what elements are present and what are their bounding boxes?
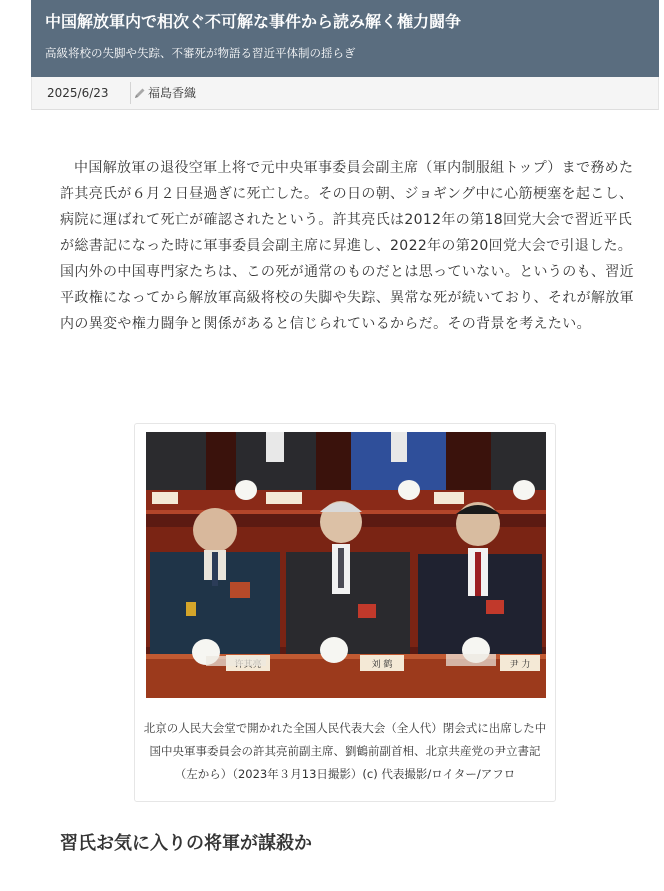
article-paragraph: 中国解放軍の退役空軍上将で元中央軍事委員会副主席（軍内制服組トップ）まで務めた許其亮氏が６月２日昼過ぎに死亡した。その日の朝、ジョギング中に心筋梗塞を起こし、病院に運ばれて死亡が確認されたという。許其亮氏は2012年の第18回党大会で習近平氏が総書記になった時に軍事委員会副主席に昇進し、2022年の第20回党大会で引退した。国内外の中国専門家たちは、この死が通常のものだとは思っていない。というのも、習近平政権になってから解放軍高級将校の失脚や失踪、異常な死が続いており、それが解放軍内の異変や権力闘争と関係があると信じられているからだ。その背景を考えたい。: [60, 160, 634, 332]
article-photo[interactable]: [146, 432, 546, 698]
name-card-2-text: 刘 鹤: [371, 660, 393, 670]
publish-date: 2025/6/23: [47, 86, 109, 100]
meta-divider: [130, 82, 131, 104]
name-card-3-text: 尹 力: [509, 660, 531, 670]
photo-illustration: [146, 432, 546, 698]
article-subtitle: 高級将校の失脚や失踪、不審死が物語る習近平体制の揺らぎ: [45, 46, 356, 60]
article-title: 中国解放軍内で相次ぐ不可解な事件から読み解く権力闘争: [45, 12, 462, 31]
article-header: [31, 0, 659, 77]
article-meta-bar: [31, 77, 659, 110]
author-link[interactable]: 福島香織: [148, 86, 197, 100]
pencil-icon: [133, 86, 147, 100]
section-heading: 習氏お気に入りの将軍が謀殺か: [60, 833, 312, 854]
article-figure: [134, 423, 556, 802]
photo-caption: 北京の人民大会堂で開かれた全国人民代表大会（全人代）閉会式に出席した中国中央軍事委員会の許其亮前副主席、劉鶴前副首相、北京共産党の尹立書記（左から）（2023年３月13日撮影）(c) 代表撮影/ロイター/アフロ: [143, 721, 547, 781]
